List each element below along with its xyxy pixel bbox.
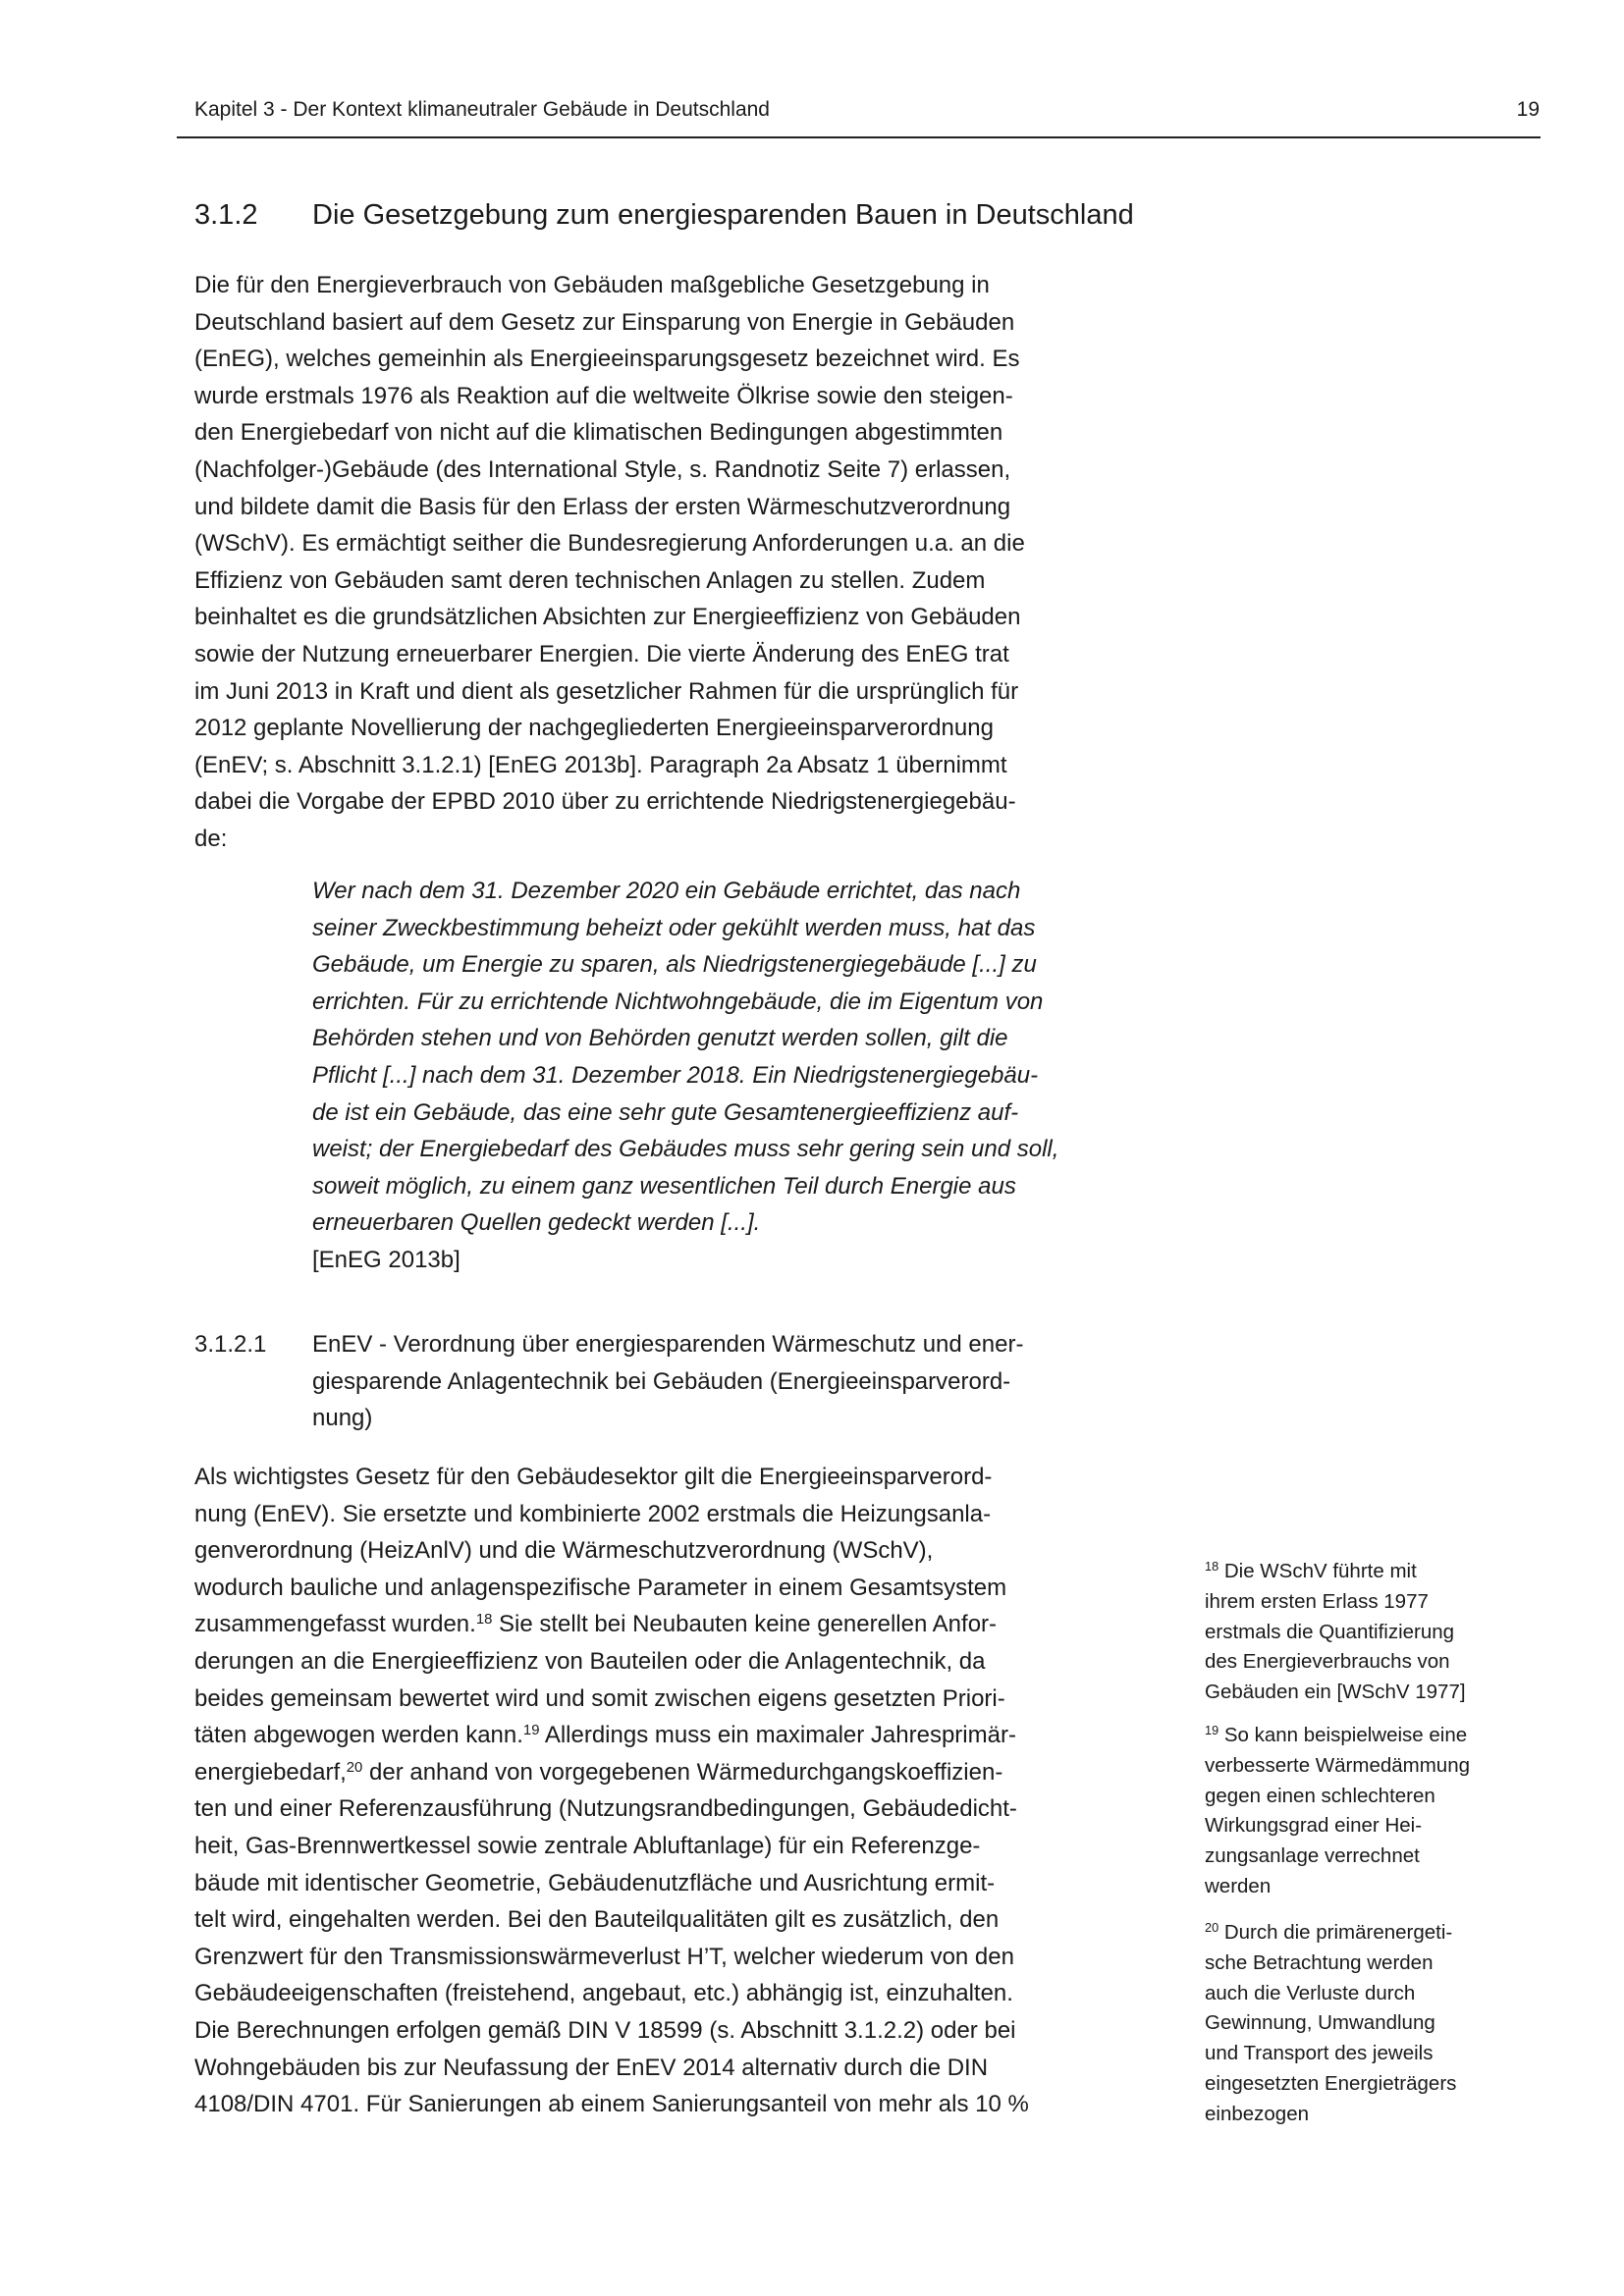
text-line (194, 414, 1025, 452)
paragraph-1 (194, 267, 1025, 858)
subsection-number: 3.1.2.1 (194, 1331, 267, 1358)
text-line (194, 710, 1025, 747)
text-line (1205, 1587, 1539, 1618)
text-segment: einbezogen (1205, 2102, 1310, 2125)
text-line (312, 1095, 1058, 1132)
text-line (194, 747, 1025, 784)
text-line (1205, 1678, 1539, 1708)
header-rule (177, 136, 1541, 138)
text-line (194, 1496, 1029, 1533)
text-line (194, 1754, 1029, 1791)
text-line (194, 378, 1025, 415)
text-segment: beinhaltet es die grundsätzlichen Absichten zur Energieeffizienz von Gebäuden (194, 604, 1021, 631)
text-segment: errichten. Für zu errichtende Nichtwohngebäude, die im Eigentum von (312, 988, 1044, 1015)
text-line (194, 452, 1025, 489)
text-segment: Wirkungsgrad einer Hei- (1205, 1814, 1423, 1838)
text-line (312, 1204, 1058, 1242)
text-line (1205, 1618, 1539, 1648)
text-segment: Gebäudeeigenschaften (freistehend, angebaut, etc.) abhängig ist, einzuhalten. (194, 1980, 1013, 2007)
text-segment: Effizienz von Gebäuden samt deren technischen Anlagen zu stellen. Zudem (194, 566, 986, 594)
footnote-marker[interactable]: 19 (1205, 1723, 1219, 1738)
text-segment: weist; der Energiebedarf des Gebäudes muss sehr gering sein und soll, (312, 1136, 1059, 1163)
text-segment: (EnEV; s. Abschnitt 3.1.2.1) [EnEG 2013b]. Paragraph 2a Absatz 1 übernimmt (194, 751, 1007, 778)
text-segment: 2012 geplante Novellierung der nachgegliederten Energieeinsparverordnung (194, 715, 994, 742)
text-line (194, 1939, 1029, 1976)
text-line (1205, 2039, 1539, 2069)
running-header-title: Kapitel 3 - Der Kontext klimaneutraler Gebäude in Deutschland (194, 98, 770, 121)
text-segment: auch die Verluste durch (1205, 1981, 1416, 2004)
text-line (194, 2012, 1029, 2050)
text-line (312, 984, 1058, 1021)
text-segment: seiner Zweckbestimmung beheizt oder gekühlt werden muss, hat das (312, 914, 1036, 941)
text-segment: heit, Gas-Brennwertkessel sowie zentrale Abluftanlage) für ein Referenzge- (194, 1832, 981, 1859)
text-line (194, 1717, 1029, 1754)
text-segment: (WSchV). Es ermächtigt seither die Bundesregierung Anforderungen u.a. an die (194, 530, 1025, 558)
text-line (1205, 1842, 1539, 1872)
text-segment: Grenzwert für den Transmissionswärmeverlust H’T, welcher wiederum von den (194, 1943, 1014, 1970)
text-line (1205, 1751, 1539, 1782)
text-line (312, 1057, 1058, 1095)
text-segment: sowie der Nutzung erneuerbarer Energien. Die vierte Änderung des EnEG trat (194, 640, 1009, 667)
text-segment: (Nachfolger-)Gebäude (des International Style, s. Randnotiz Seite 7) erlassen, (194, 455, 1011, 483)
text-segment: derungen an die Energieeffizienz von Bauteilen oder die Anlagentechnik, da (194, 1647, 986, 1675)
text-line (312, 1131, 1058, 1168)
text-line (194, 1606, 1029, 1643)
text-line (1205, 1557, 1539, 1587)
text-segment: Als wichtigstes Gesetz für den Gebäudesektor gilt die Energieeinsparverord- (194, 1464, 993, 1490)
text-segment: erneuerbaren Quellen gedeckt werden [...]. (312, 1209, 761, 1237)
text-segment: werden (1205, 1874, 1272, 1897)
text-line (1205, 2069, 1539, 2100)
text-segment: zungsanlage verrechnet (1205, 1844, 1420, 1868)
text-line (1205, 1811, 1539, 1842)
text-line (194, 1975, 1029, 2012)
text-line (1205, 1782, 1539, 1812)
text-line (194, 562, 1025, 600)
text-line (312, 946, 1058, 984)
text-segment: Die für den Energieverbrauch von Gebäuden maßgebliche Gesetzgebung in (194, 272, 990, 298)
text-line (194, 1681, 1029, 1718)
text-line (194, 2086, 1029, 2123)
text-segment: genverordnung (HeizAnlV) und die Wärmeschutzverordnung (WSchV), (194, 1537, 934, 1565)
text-line (194, 1532, 1029, 1570)
subsection-title (312, 1326, 1023, 1437)
text-segment: des Energieverbrauchs von (1205, 1650, 1450, 1674)
text-line (194, 1901, 1029, 1939)
text-segment: wurde erstmals 1976 als Reaktion auf die weltweite Ölkrise sowie den steigen- (194, 382, 1013, 409)
section-number: 3.1.2 (194, 199, 258, 231)
text-line (194, 2050, 1029, 2087)
quote-citation: [EnEG 2013b] (312, 1247, 460, 1273)
text-line (312, 873, 1058, 910)
text-segment: ihrem ersten Erlass 1977 (1205, 1589, 1429, 1613)
sidenote-20 (1205, 1918, 1539, 2130)
text-segment: Behörden stehen und von Behörden genutzt werden sollen, gilt die (312, 1025, 1008, 1052)
text-line (1205, 1949, 1539, 1979)
text-segment: 4108/DIN 4701. Für Sanierungen ab einem Sanierungsanteil von mehr als 10 % (194, 2091, 1029, 2118)
paragraph-2 (194, 1459, 1029, 2123)
footnote-marker[interactable]: 20 (1205, 1920, 1219, 1936)
text-segment: energiebedarf, (194, 1758, 347, 1786)
text-line (194, 267, 1025, 304)
text-line (1205, 1979, 1539, 2009)
text-line (1205, 1872, 1539, 1902)
text-line (194, 636, 1025, 673)
text-line (194, 489, 1025, 526)
text-line (1205, 2008, 1539, 2039)
text-line (194, 783, 1025, 821)
text-segment: beides gemeinsam bewertet wird und somit zwischen eigens gesetzten Priori- (194, 1684, 1005, 1712)
text-line (194, 304, 1025, 342)
text-line (1205, 1918, 1539, 1949)
text-segment: Gebäude, um Energie zu sparen, als Niedrigstenergiegebäude [...] zu (312, 951, 1037, 979)
footnote-marker[interactable]: 18 (1205, 1559, 1219, 1575)
text-segment: Die WSchV führte mit (1218, 1560, 1417, 1582)
text-segment: Gebäuden ein [WSchV 1977] (1205, 1681, 1466, 1704)
text-segment: zusammengefasst wurden. (194, 1611, 476, 1638)
text-segment: soweit möglich, zu einem ganz wesentlichen Teil durch Energie aus (312, 1172, 1016, 1200)
text-segment: Sie stellt bei Neubauten keine generellen Anfor- (492, 1611, 998, 1638)
text-segment: verbesserte Wärmedämmung (1205, 1753, 1471, 1777)
text-line (312, 1326, 1023, 1363)
text-segment: und bildete damit die Basis für den Erlass der ersten Wärmeschutzverordnung (194, 493, 1011, 520)
text-segment: Gewinnung, Umwandlung (1205, 2011, 1435, 2035)
text-segment: nung (EnEV). Sie ersetzte und kombinierte 2002 erstmals die Heizungsanla- (194, 1500, 992, 1527)
text-line (194, 1570, 1029, 1607)
text-segment: So kann beispielweise eine (1218, 1724, 1468, 1746)
text-segment: nung) (312, 1405, 373, 1432)
text-segment: sche Betrachtung werden (1205, 1950, 1434, 1974)
sidenote-18 (1205, 1557, 1539, 1708)
text-line (312, 1168, 1058, 1205)
text-segment: giesparende Anlagentechnik bei Gebäuden (Energieeinsparverord- (312, 1367, 1011, 1395)
text-segment: eingesetzten Energieträgers (1205, 2071, 1457, 2095)
text-segment: im Juni 2013 in Kraft und dient als gesetzlicher Rahmen für die ursprünglich für (194, 677, 1019, 705)
text-segment: täten abgewogen werden kann. (194, 1722, 523, 1749)
text-segment: dabei die Vorgabe der EPBD 2010 über zu errichtende Niedrigstenergiegebäu- (194, 788, 1016, 816)
text-segment: Wer nach dem 31. Dezember 2020 ein Gebäude errichtet, das nach (312, 878, 1021, 904)
footnote-marker[interactable]: 18 (475, 1612, 493, 1629)
text-line (194, 821, 1025, 858)
text-line (312, 1020, 1058, 1057)
text-segment: Pflicht [...] nach dem 31. Dezember 2018. Ein Niedrigstenergiegebäu- (312, 1061, 1039, 1089)
text-line (1205, 1647, 1539, 1678)
text-line (1205, 2100, 1539, 2130)
sidenote-19 (1205, 1721, 1539, 1902)
text-segment: der anhand von vorgegebenen Wärmedurchgangskoeffizien- (362, 1758, 1003, 1786)
text-line (312, 1363, 1023, 1401)
text-segment: Die Berechnungen erfolgen gemäß DIN V 18599 (s. Abschnitt 3.1.2.2) oder bei (194, 2016, 1016, 2044)
text-segment: Deutschland basiert auf dem Gesetz zur Einsparung von Energie in Gebäuden (194, 308, 1015, 336)
text-line (194, 1643, 1029, 1681)
text-segment: gegen einen schlechteren (1205, 1784, 1435, 1807)
text-segment: Allerdings muss ein maximaler Jahresprimär- (539, 1722, 1016, 1749)
text-line (194, 673, 1025, 711)
text-line (194, 599, 1025, 636)
text-segment: de ist ein Gebäude, das eine sehr gute Gesamtenergieeffizienz auf- (312, 1098, 1019, 1126)
section-title: Die Gesetzgebung zum energiesparenden Bauen in Deutschland (312, 199, 1134, 231)
text-line (312, 910, 1058, 947)
text-line (194, 1865, 1029, 1902)
text-segment: Durch die primärenergeti- (1218, 1921, 1453, 1944)
text-segment: (EnEG), welches gemeinhin als Energieeinsparungsgesetz bezeichnet wird. Es (194, 346, 1020, 373)
text-segment: de: (194, 825, 228, 852)
text-line (194, 1459, 1029, 1496)
text-segment: bäude mit identischer Geometrie, Gebäudenutzfläche und Ausrichtung ermit- (194, 1869, 996, 1896)
block-quote (312, 873, 1058, 1242)
text-segment: wodurch bauliche und anlagenspezifische Parameter in einem Gesamtsystem (194, 1574, 1007, 1601)
text-segment: ten und einer Referenzausführung (Nutzungsrandbedingungen, Gebäudedicht- (194, 1795, 1017, 1823)
text-line (194, 1828, 1029, 1865)
text-segment: den Energiebedarf von nicht auf die klimatischen Bedingungen abgestimmten (194, 419, 1003, 447)
text-line (194, 1790, 1029, 1828)
text-line (194, 525, 1025, 562)
text-segment: telt wird, eingehalten werden. Bei den Bauteilqualitäten gilt es zusätzlich, den (194, 1906, 1000, 1934)
footnote-marker[interactable]: 20 (346, 1759, 363, 1776)
text-segment: EnEV - Verordnung über energiesparenden Wärmeschutz und ener- (312, 1331, 1024, 1358)
text-segment: erstmals die Quantifizierung (1205, 1620, 1455, 1643)
page-number: 19 (1516, 98, 1540, 121)
text-line (194, 341, 1025, 378)
text-line (1205, 1721, 1539, 1751)
text-segment: und Transport des jeweils (1205, 2042, 1434, 2065)
text-line (312, 1400, 1023, 1437)
text-segment: Wohngebäuden bis zur Neufassung der EnEV 2014 alternativ durch die DIN (194, 2054, 989, 2081)
footnote-marker[interactable]: 19 (522, 1722, 540, 1738)
